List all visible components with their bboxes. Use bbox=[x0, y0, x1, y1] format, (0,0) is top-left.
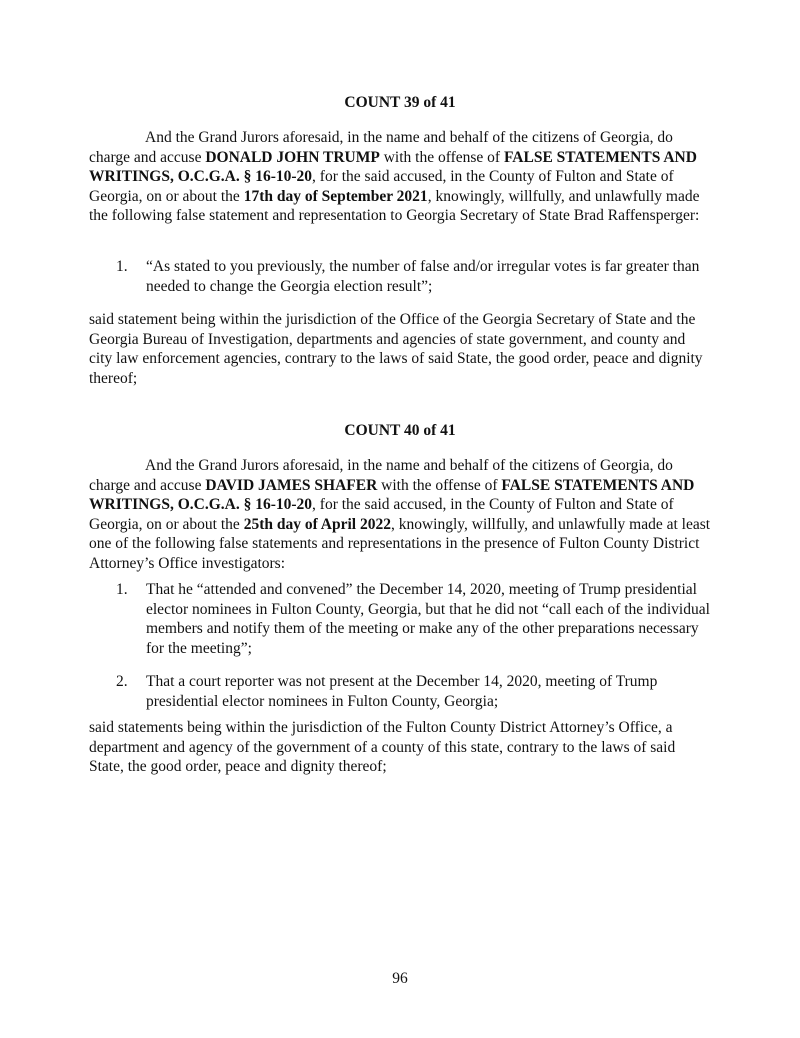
count-39-heading: COUNT 39 of 41 bbox=[344, 94, 456, 111]
count-39-statement-list bbox=[89, 257, 711, 296]
count-40-defendant: DAVID JAMES SHAFER bbox=[205, 476, 378, 494]
count-40-closing-paragraph: said statements being within the jurisdiction of the Fulton County District Attorney’s Office, a department and agency of the government of a county of this state, contrary to the laws of said State, the good order, peace and dignity thereof; bbox=[89, 719, 676, 776]
count-40-heading: COUNT 40 of 41 bbox=[344, 422, 456, 439]
count-40-statement-list-2 bbox=[89, 672, 711, 711]
list-item: 1. That he “attended and convened” the December 14, 2020, meeting of Trump presidential elector nominees in Fulton County, Georgia, but that he did not “call each of the individual members and notify them of the meeting or make any of the other preparations necessary for the meeting”; bbox=[116, 581, 710, 657]
count-39-date: 17th day of September 2021 bbox=[243, 187, 428, 205]
count-40-statement-list bbox=[89, 580, 711, 658]
page-number: 96 bbox=[392, 970, 408, 987]
list-item: 2. That a court reporter was not present at the December 14, 2020, meeting of Trump presidential elector nominees in Fulton County, Georgia; bbox=[116, 673, 658, 710]
count-40-offense: FALSE STATEMENTS AND WRITINGS, O.C.G.A. § 16-10-20 bbox=[89, 476, 695, 514]
list-item: 1. “As stated to you previously, the number of false and/or irregular votes is far greater than needed to change the Georgia election result”; bbox=[116, 258, 700, 295]
count-40-date: 25th day of April 2022 bbox=[243, 515, 391, 533]
count-39-offense: FALSE STATEMENTS AND WRITINGS, O.C.G.A. § 16-10-20 bbox=[89, 148, 697, 186]
count-39-closing-paragraph: said statement being within the jurisdiction of the Office of the Georgia Secretary of State and the Georgia Bureau of Investigation, departments and agencies of state government, and county and city law enforcement agencies, contrary to the laws of said State, the good order, peace and dignity thereof; bbox=[89, 311, 703, 387]
count-40-charge-paragraph: And the Grand Jurors aforesaid, in the name and behalf of the citizens of Georgia, do charge and accuse DAVID JAMES SHAFER with the offense of FALSE STATEMENTS AND WRITINGS, O.C.G.A. § 16-10-20, for the said accused, in the County of Fulton and State of Georgia, on or about the 25th day of April 2022, knowingly, willfully, and unlawfully made at least one of the following false statements and representations in the presence of Fulton County District Attorney’s Office investigators: bbox=[89, 457, 711, 572]
count-39-charge-paragraph: And the Grand Jurors aforesaid, in the name and behalf of the citizens of Georgia, do charge and accuse DONALD JOHN TRUMP with the offense of FALSE STATEMENTS AND WRITINGS, O.C.G.A. § 16-10-20, for the said accused, in the County of Fulton and State of Georgia, on or about the 17th day of September 2021, knowingly, willfully, and unlawfully made the following false statement and representation to Georgia Secretary of State Brad Raffensperger: bbox=[89, 129, 700, 225]
count-39-defendant: DONALD JOHN TRUMP bbox=[205, 148, 380, 166]
